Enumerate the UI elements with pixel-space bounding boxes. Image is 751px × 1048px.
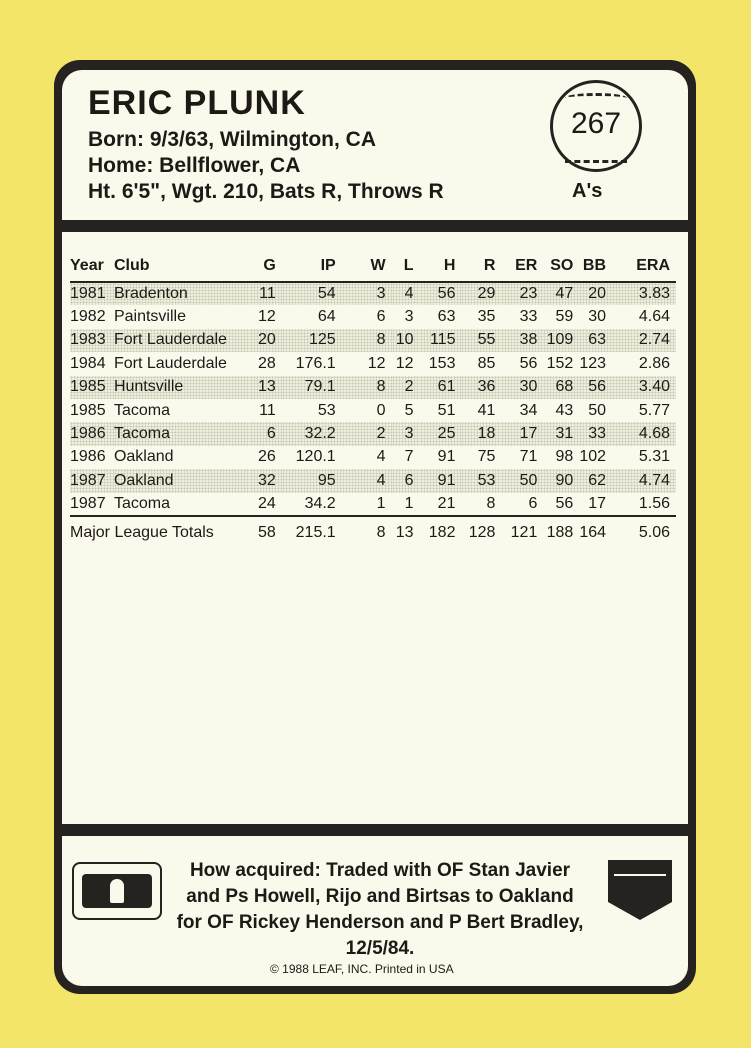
cell-era: 4.68 (612, 422, 676, 445)
cell-so: 90 (543, 469, 579, 492)
stats-body (70, 282, 676, 516)
cell-ip: 34.2 (304, 494, 336, 512)
cell-g: 6 (250, 422, 282, 445)
header-ip: IP (320, 257, 336, 274)
cell-r: 36 (461, 376, 501, 399)
cell-w: 8 (342, 376, 392, 399)
totals-bb: 164 (579, 516, 612, 550)
cell-h: 61 (420, 376, 462, 399)
cell-w: 4 (376, 448, 386, 466)
cell-ip: 125 (282, 329, 342, 352)
header-year: Year (70, 257, 104, 274)
totals-r: 128 (461, 516, 501, 550)
cell-er: 56 (519, 354, 538, 372)
cell-w: 8 (342, 329, 392, 352)
cell-w: 0 (376, 401, 386, 419)
cell-bb: 30 (588, 308, 607, 326)
cell-ip: 53 (317, 401, 336, 419)
header-bb: BB (582, 257, 607, 274)
table-row (70, 329, 676, 352)
cell-ip: 79.1 (282, 376, 342, 399)
cell-w: 2 (342, 422, 392, 445)
cell-r: 75 (477, 448, 496, 466)
totals-row (70, 516, 676, 550)
cell-so: 31 (543, 422, 579, 445)
header-w: W (370, 257, 386, 274)
totals-l: 13 (392, 516, 420, 550)
cell-ip: 54 (282, 282, 342, 305)
cell-bb: 17 (588, 494, 607, 512)
table-row (70, 282, 676, 305)
cell-year: 1982 (70, 308, 106, 326)
cell-er: 17 (501, 422, 543, 445)
cell-so: 59 (555, 308, 574, 326)
totals-ip: 215.1 (282, 516, 342, 550)
stats-header-row (70, 250, 676, 282)
cell-l: 10 (392, 329, 420, 352)
bio-physical: Ht. 6ʹ5ʺ, Wgt. 210, Bats R, Throws R (88, 180, 444, 203)
header-so: SO (550, 257, 574, 274)
cell-ip: 64 (317, 308, 336, 326)
cell-l: 1 (404, 494, 414, 512)
cell-r: 29 (461, 282, 501, 305)
baseball-icon (550, 80, 642, 172)
cell-w: 4 (342, 469, 392, 492)
cell-w: 1 (376, 494, 386, 512)
cell-w: 3 (342, 282, 392, 305)
table-row (70, 469, 676, 492)
cell-year: 1986 (70, 448, 106, 466)
totals-h: 182 (420, 516, 462, 550)
cell-g: 12 (257, 308, 276, 326)
cell-h: 51 (437, 401, 456, 419)
cell-bb: 63 (579, 329, 612, 352)
cell-r: 8 (486, 494, 496, 512)
bio-home: Home: Bellflower, CA (88, 154, 301, 177)
totals-er: 121 (501, 516, 543, 550)
table-row (70, 399, 676, 422)
cell-year: 1983 (70, 329, 114, 352)
cell-club: Oakland (114, 469, 250, 492)
cell-l: 6 (392, 469, 420, 492)
cell-year: 1987 (70, 469, 114, 492)
cell-er: 38 (501, 329, 543, 352)
cell-l: 4 (392, 282, 420, 305)
cell-h: 63 (437, 308, 456, 326)
stats-table (70, 250, 676, 550)
cell-r: 35 (477, 308, 496, 326)
mlb-official-logo-icon (72, 862, 162, 920)
cell-bb: 20 (579, 282, 612, 305)
cell-so: 152 (546, 354, 574, 372)
cell-year: 1985 (70, 401, 106, 419)
cell-w: 12 (367, 354, 386, 372)
cell-so: 43 (555, 401, 574, 419)
cell-h: 153 (428, 354, 456, 372)
acquired-line: How acquired: Traded with OF Stan Javier (189, 860, 571, 881)
cell-era: 5.31 (638, 448, 670, 466)
cell-era: 1.56 (638, 494, 670, 512)
cell-bb: 123 (579, 354, 607, 372)
card-number: 267 (570, 107, 622, 140)
header-h: H (443, 257, 456, 274)
cell-er: 30 (501, 376, 543, 399)
cell-so: 47 (543, 282, 579, 305)
cell-club: Fort Lauderdale (114, 329, 250, 352)
cell-h: 56 (420, 282, 462, 305)
cell-year: 1984 (70, 354, 106, 372)
cell-g: 13 (250, 376, 282, 399)
cell-h: 21 (437, 494, 456, 512)
totals-label: Major League Totals (70, 516, 250, 550)
cell-era: 3.40 (612, 376, 676, 399)
cell-era: 5.77 (638, 401, 670, 419)
cell-club: Oakland (113, 448, 174, 466)
player-name: ERIC PLUNK (88, 84, 306, 122)
cell-l: 2 (392, 376, 420, 399)
totals-w: 8 (342, 516, 392, 550)
cell-er: 23 (501, 282, 543, 305)
cell-er: 6 (528, 494, 538, 512)
cell-club: Tacoma (114, 422, 250, 445)
table-row (70, 376, 676, 399)
table-row (70, 305, 676, 328)
cell-bb: 56 (579, 376, 612, 399)
cell-ip: 176.1 (295, 354, 336, 372)
cell-ip: 32.2 (282, 422, 342, 445)
cell-bb: 50 (588, 401, 607, 419)
cell-g: 20 (250, 329, 282, 352)
totals-era: 5.06 (612, 516, 676, 550)
cell-ip: 95 (282, 469, 342, 492)
cell-club: Fort Lauderdale (113, 354, 227, 372)
cell-r: 53 (461, 469, 501, 492)
cell-g: 11 (250, 282, 282, 305)
header-r: R (483, 257, 496, 274)
cell-l: 7 (404, 448, 414, 466)
cell-era: 3.83 (612, 282, 676, 305)
cell-ip: 120.1 (295, 448, 336, 466)
table-row (70, 493, 676, 516)
cell-g: 24 (257, 494, 276, 512)
cell-bb: 102 (579, 448, 607, 466)
cell-era: 4.74 (612, 469, 676, 492)
cell-year: 1986 (70, 422, 114, 445)
cell-h: 91 (437, 448, 456, 466)
header-club: Club (113, 257, 150, 274)
table-row (70, 422, 676, 445)
cell-g: 26 (257, 448, 276, 466)
header-era: ERA (636, 257, 670, 274)
bio-born: Born: 9/3/63, Wilmington, CA (88, 128, 376, 151)
totals-so: 188 (543, 516, 579, 550)
acquired-line: and Ps Howell, Rijo and Birtsas to Oakland (186, 886, 574, 907)
cell-bb: 62 (579, 469, 612, 492)
cell-l: 3 (404, 308, 414, 326)
cell-year: 1985 (70, 376, 114, 399)
cell-so: 98 (555, 448, 574, 466)
baseball-seam-top (565, 93, 627, 103)
how-acquired (170, 858, 590, 962)
cell-er: 34 (519, 401, 538, 419)
cell-r: 85 (477, 354, 496, 372)
cell-so: 68 (543, 376, 579, 399)
cell-club: Huntsville (114, 376, 250, 399)
baseball-seam-bottom (565, 155, 627, 163)
cell-era: 2.74 (612, 329, 676, 352)
cell-er: 33 (519, 308, 538, 326)
cell-club: Paintsville (113, 308, 186, 326)
header-er: ER (515, 257, 538, 274)
header-l: L (403, 257, 414, 274)
cell-club: Tacoma (113, 494, 170, 512)
cell-club: Bradenton (114, 282, 250, 305)
mlb-logo-mark (82, 874, 152, 908)
cell-r: 18 (461, 422, 501, 445)
cell-r: 55 (461, 329, 501, 352)
cell-club: Tacoma (113, 401, 170, 419)
acquired-line: for OF Rickey Henderson and P Bert Bradley, (176, 912, 584, 933)
cell-w: 6 (376, 308, 386, 326)
cell-er: 71 (519, 448, 538, 466)
cell-l: 3 (392, 422, 420, 445)
cell-h: 115 (420, 329, 462, 352)
cell-er: 50 (501, 469, 543, 492)
cell-h: 91 (420, 469, 462, 492)
cell-r: 41 (477, 401, 496, 419)
cell-so: 109 (543, 329, 579, 352)
cell-year: 1981 (70, 282, 114, 305)
totals-g: 58 (250, 516, 282, 550)
cell-era: 4.64 (638, 308, 670, 326)
cell-h: 25 (420, 422, 462, 445)
table-row (70, 446, 676, 469)
cell-l: 12 (395, 354, 414, 372)
header-g: G (263, 257, 276, 274)
cell-g: 28 (257, 354, 276, 372)
cell-era: 2.86 (638, 354, 670, 372)
acquired-line: 12/5/84. (345, 938, 415, 959)
cell-g: 32 (250, 469, 282, 492)
cell-l: 5 (404, 401, 414, 419)
table-row (70, 352, 676, 375)
cell-year: 1987 (70, 494, 106, 512)
team-name: A's (572, 180, 603, 202)
cell-so: 56 (555, 494, 574, 512)
cell-g: 11 (259, 401, 276, 419)
cell-bb: 33 (579, 422, 612, 445)
copyright: © 1988 LEAF, INC. Printed in USA (270, 962, 454, 976)
